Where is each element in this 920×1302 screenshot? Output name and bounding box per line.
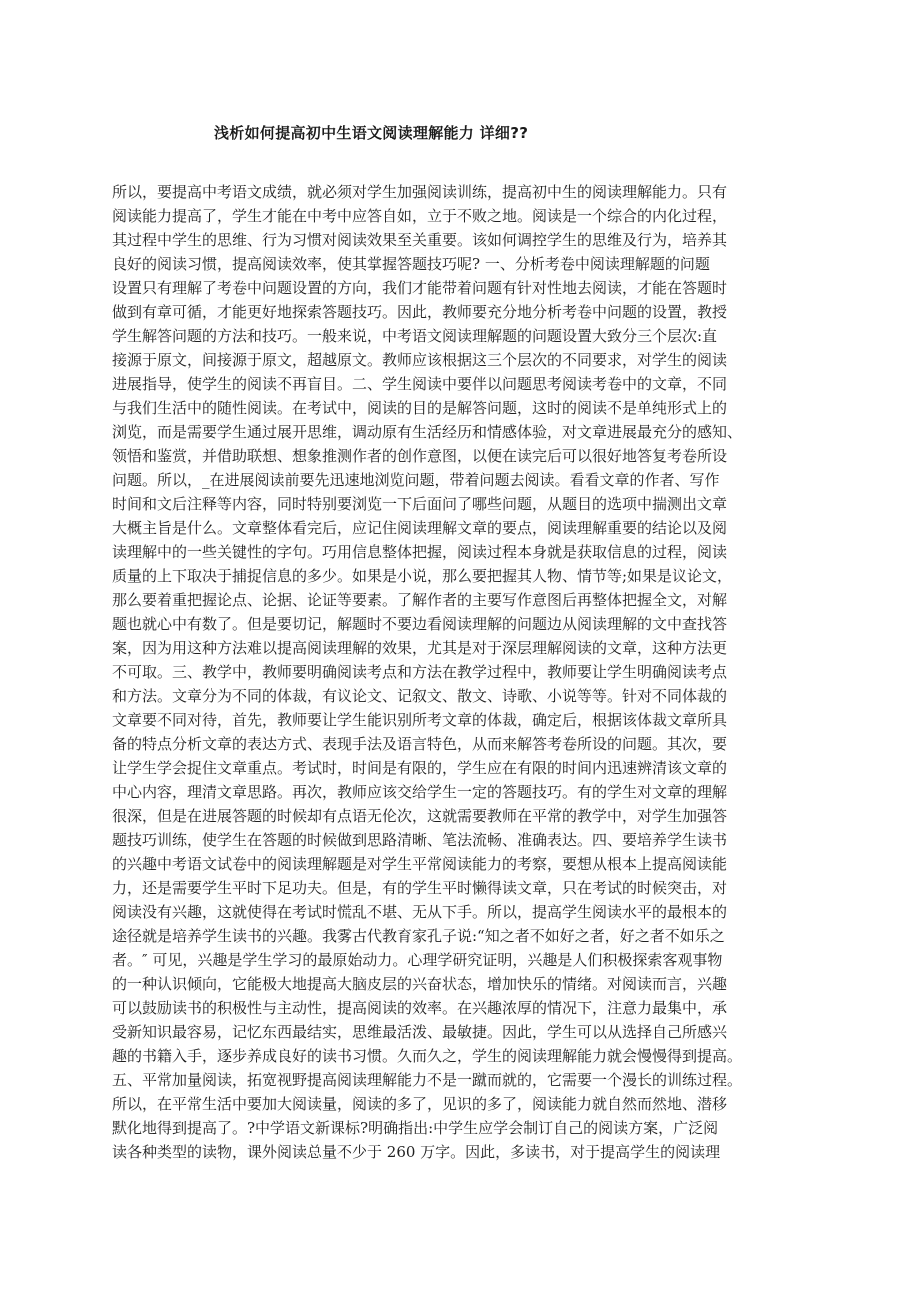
body-text-line: 题也就心中有数了。但是要切记，解题时不要边看阅读理解的问题边从阅读理解的文中查找答 (112, 615, 728, 633)
body-text-line: 浏览，而是需要学生通过展开思维，调动原有生活经历和情感体验，对文章进展最充分的感知、 (112, 423, 743, 441)
body-text-line: 那么要着重把握论点、论据、论证等要素。了解作者的主要写作意图后再整体把握全文，对解 (112, 591, 728, 609)
body-text-line: 途径就是培养学生读书的兴趣。我雾古代教育家孔子说:“知之者不如好之者，好之者不如乐之 (112, 927, 725, 945)
body-text-line: 大概主旨是什么。文章整体看完后，应记住阅读理解文章的要点，阅读理解重要的结论以及阅 (112, 519, 728, 537)
body-text-line: 力，还是需要学生平时下足功夫。但是，有的学生平时懒得读文章，只在考试的时候突击，对 (112, 879, 728, 897)
body-text-line: 进展指导，使学生的阅读不再盲目。二、学生阅读中要伴以问题思考阅读考卷中的文章，不同 (112, 375, 728, 393)
body-text-line: 五、平常加量阅读，拓宽视野提高阅读理解能力不是一蹴而就的，它需要一个漫长的训练过程。 (112, 1071, 743, 1089)
body-text-line: 与我们生活中的随性阅读。在考试中，阅读的目的是解答问题，这时的阅读不是单纯形式上的 (112, 399, 728, 417)
body-text-line: 所以，要提高中考语文成绩，就必须对学生加强阅读训练，提高初中生的阅读理解能力。只有 (112, 183, 728, 201)
body-text-line: 者。″ 可见，兴趣是学生学习的最原始动力。心理学研究证明，兴趣是人们积极探索客观事物 (112, 951, 723, 969)
body-text-line: 阅读能力提高了，学生才能在中考中应答自如，立于不败之地。阅读是一个综合的内化过程， (112, 207, 728, 225)
body-text-line: 题技巧训练，使学生在答题的时候做到思路清晰、笔法流畅、准确表达。四、要培养学生读书 (112, 831, 728, 849)
body-text-line: 和方法。文章分为不同的体裁，有议论文、记叙文、散文、诗歌、小说等等。针对不同体裁的 (112, 687, 728, 705)
body-text-line: 可以鼓励读书的积极性与主动性，提高阅读的效率。在兴趣浓厚的情况下，注意力最集中，承 (112, 999, 728, 1017)
body-text-line: 受新知识最容易，记忆东西最结实，思维最活泼、最敏捷。因此，学生可以从选择自己所感兴 (112, 1023, 728, 1041)
body-text-line: 不可取。三、教学中，教师要明确阅读考点和方法在教学过程中，教师要让学生明确阅读考点 (112, 663, 728, 681)
body-text-line: 时间和文后注释等内容，同时特别要浏览一下后面问了哪些问题，从题目的选项中揣测出文章 (112, 495, 728, 513)
body-text-line: 案，因为用这种方法难以提高阅读理解的效果，尤其是对于深层理解阅读的文章，这种方法更 (112, 639, 728, 657)
body-text-line: 中心内容，理清文章思路。再次，教师应该交给学生一定的答题技巧。有的学生对文章的理解 (112, 783, 728, 801)
body-text-line: 问题。所以，_在进展阅读前要先迅速地浏览问题，带着问题去阅读。看看文章的作者、写作 (112, 471, 720, 489)
body-text-line: 阅读没有兴趣，这就使得在考试时慌乱不堪、无从下手。所以，提高学生阅读水平的最根本的 (112, 903, 728, 921)
document-body (112, 180, 812, 1164)
body-text-line: 文章要不同对待，首先，教师要让学生能识别所考文章的体裁，确定后，根据该体裁文章所具 (112, 711, 728, 729)
body-text-line: 设置只有理解了考卷中问题设置的方向，我们才能带着问题有针对性地去阅读，才能在答题时 (112, 279, 728, 297)
body-text-line: 接源于原文，间接源于原文，超越原文。教师应该根据这三个层次的不同要求，对学生的阅读 (112, 351, 728, 369)
body-text-line: 做到有章可循，才能更好地探索答题技巧。因此，教师要充分地分析考卷中问题的设置，教授 (112, 303, 728, 321)
body-text-line: 默化地得到提高了。?中学语文新课标?明确指出:中学生应学会制订自己的阅读方案，广泛阅 (112, 1119, 719, 1137)
document-title: 浅析如何提高初中生语文阅读理解能力 详细?? (214, 124, 529, 142)
body-text-line: 领悟和鉴赏，并借助联想、想象推测作者的创作意图，以便在读完后可以很好地答复考卷所设 (112, 447, 728, 465)
body-text-line: 读各种类型的读物，课外阅读总量不少于 260 万字。因此，多读书，对于提高学生的阅读理 (112, 1143, 721, 1161)
body-text-line: 所以，在平常生活中要加大阅读量，阅读的多了，见识的多了，阅读能力就自然而然地、潜移 (112, 1095, 728, 1113)
body-text-line: 趣的书籍入手，逐步养成良好的读书习惯。久而久之，学生的阅读理解能力就会慢慢得到提高。 (112, 1047, 743, 1065)
body-text-line: 其过程中学生的思维、行为习惯对阅读效果至关重要。该如何调控学生的思维及行为，培养其 (112, 231, 728, 249)
body-text-line: 的一种认识倾向，它能极大地提高大脑皮层的兴奋状态，增加快乐的情绪。对阅读而言，兴趣 (112, 975, 728, 993)
body-text-line: 质量的上下取决于捕捉信息的多少。如果是小说，那么要把握其人物、情节等;如果是议论文， (112, 567, 733, 585)
body-text-line: 让学生学会捉住文章重点。考试时，时间是有限的，学生应在有限的时间内迅速辨清该文章的 (112, 759, 728, 777)
body-text-line: 良好的阅读习惯，提高阅读效率，使其掌握答题技巧呢? 一、分析考卷中阅读理解题的问题 (112, 255, 710, 273)
body-text-line: 的兴趣中考语文试卷中的阅读理解题是对学生平常阅读能力的考察，要想从根本上提高阅读能 (112, 855, 728, 873)
body-text-line: 备的特点分析文章的表达方式、表现手法及语言特色，从而来解答考卷所设的问题。其次，要 (112, 735, 728, 753)
body-text-line: 很深，但是在进展答题的时候却有点语无伦次，这就需要教师在平常的教学中，对学生加强答 (112, 807, 728, 825)
body-text-line: 读理解中的一些关键性的字句。巧用信息整体把握，阅读过程本身就是获取信息的过程，阅读 (112, 543, 728, 561)
body-text-line: 学生解答问题的方法和技巧。一般来说，中考语文阅读理解题的问题设置大致分三个层次:直 (112, 327, 718, 345)
